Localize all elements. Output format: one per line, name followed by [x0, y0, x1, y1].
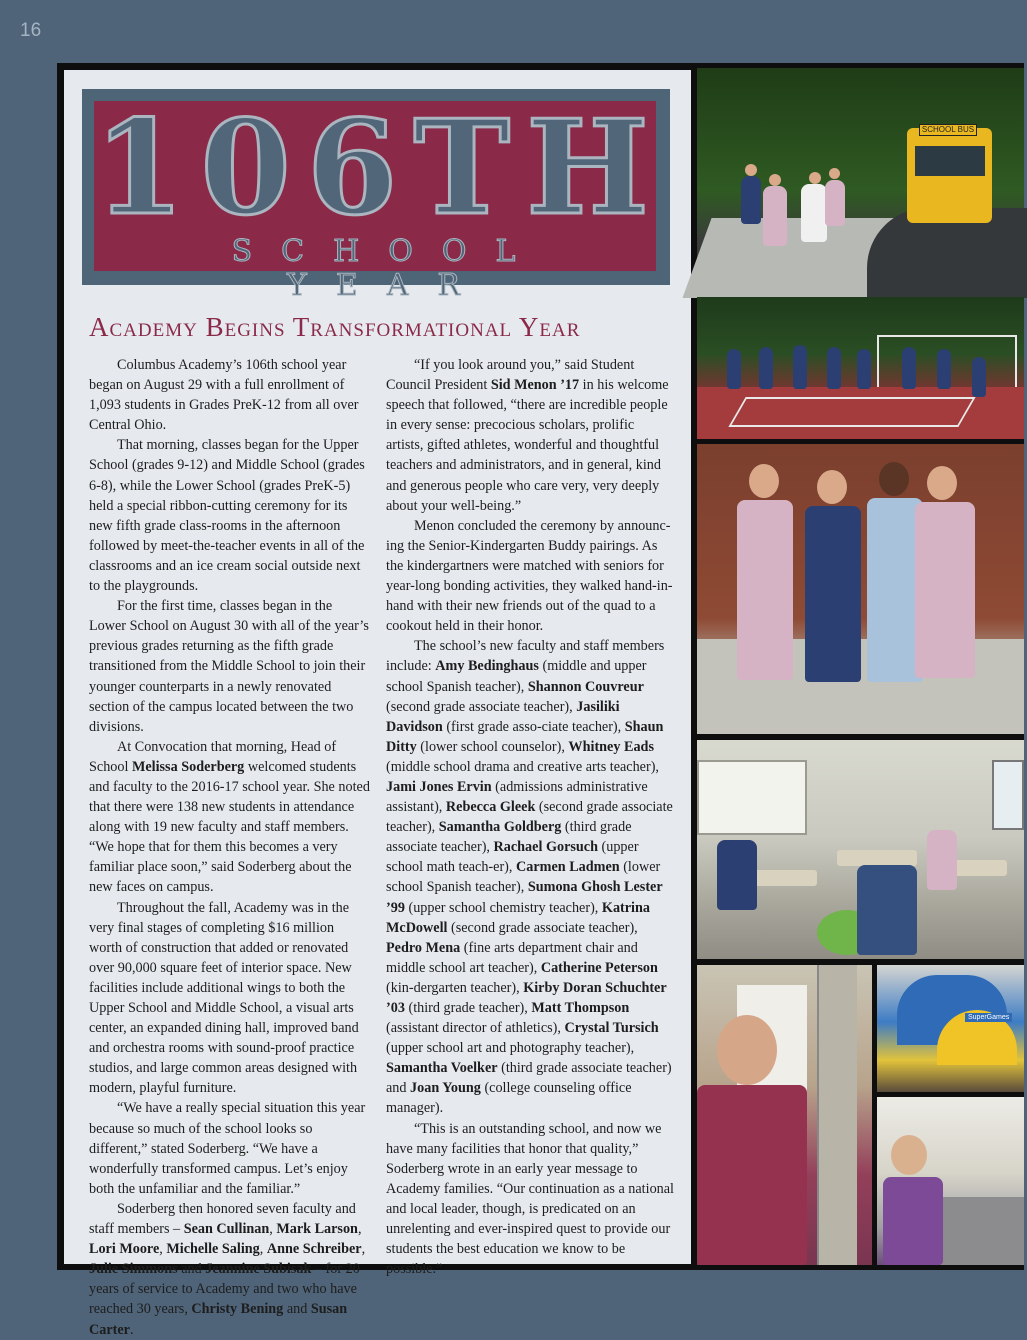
paragraph	[386, 355, 675, 516]
student	[879, 462, 909, 496]
staff-role: (third grade associate teacher) and	[386, 1060, 672, 1097]
person-name: Jeannine Subisak	[205, 1261, 312, 1278]
photo-classroom	[697, 740, 1024, 959]
student	[915, 502, 975, 678]
staff-role: (middle and upper school Spanish teacher),	[386, 658, 647, 695]
paragraph: Throughout the fall, Academy was in the very final stages of completing $16 million worth of construction that added or renovated over 90,000 square feet of interior space. New facilities include additional wings to both the Upper School and Middle School, a visual arts center, an expanded dining hall, improved band and orchestra rooms with sound-proof practice studios, and large common areas designed with modern, playful furniture.	[89, 899, 359, 1097]
staff-role: (upper school art and photography teacher),	[386, 1040, 635, 1057]
staff-role: (middle school drama and creative arts teacher),	[386, 758, 659, 775]
student	[763, 186, 787, 246]
article-headline: Academy Begins Transformational Year	[89, 312, 581, 342]
staff-name: Matt Thompson	[531, 1000, 630, 1016]
staff-role: (third grade teacher),	[404, 1000, 532, 1016]
paragraph: Soderberg then honored seven faculty and staff members – Sean Cullinan, Mark Larson, Lori Moore, Michelle Saling, Anne Schreiber, Julie Simmons and Jeannine Subisak – for 20 years of service to Academy and two who have reached 30 years, Christy Bening and Susan Carter.	[89, 1200, 366, 1338]
field-markings	[728, 397, 975, 427]
student	[717, 840, 757, 910]
school-bus-sign: SCHOOL BUS	[919, 124, 977, 136]
desk	[747, 870, 817, 886]
paragraph: For the first time, classes began in the Lower School on August 30 with all of the year’s previous grades returning as the fifth grade transitioned from the Middle School to join their younger counterparts in a newly renovated section of the campus located between the two divisions.	[89, 598, 369, 735]
text: in his welcome speech that followed, “there are incredible people in every sense: precocious scholars, prolific artists, gifted athletes, wonderful and thoughtful teachers and administrators, and in general, kind and generous people who care very, very deeply about your well-being.”	[386, 377, 669, 514]
staff-name: Carmen Ladmen	[516, 859, 620, 876]
person-name: Michelle Saling	[166, 1241, 260, 1258]
person-name: Melissa Soderberg	[131, 758, 245, 775]
staff-role: (lower school counselor),	[416, 738, 569, 755]
staff-role: (lower school Spanish teacher),	[386, 859, 661, 896]
staff-role: (kin-dergarten teacher),	[386, 979, 524, 996]
staff-name: Pedro Mena	[386, 939, 461, 956]
student	[937, 349, 951, 389]
staff-name: Jasiliki Davidson	[386, 698, 620, 735]
staff-name: Rachael Gorsuch	[493, 839, 598, 856]
staff-name: Sumona Ghosh Lester ’99	[386, 879, 663, 916]
teacher	[883, 1177, 943, 1265]
staff-role: (upper school chemistry teacher),	[404, 899, 602, 916]
photo-athletic-field	[697, 297, 1024, 439]
text: “If you look around you,” said Student Council President	[386, 357, 635, 394]
whiteboard	[697, 760, 807, 835]
student	[745, 164, 757, 176]
staff-name: Joan Young	[410, 1080, 481, 1097]
staff-name: Catherine Peterson	[540, 959, 658, 976]
staff-role: (first grade asso-ciate teacher),	[442, 718, 625, 735]
staff-name: Shaun Ditty	[386, 718, 664, 755]
student	[972, 357, 986, 397]
staff-paragraph	[386, 636, 675, 1118]
photo-inflatable-game	[877, 965, 1024, 1092]
person-name: Sid Menon ’17	[490, 377, 580, 394]
banner-subtitle: SCHOOL YEAR	[231, 234, 545, 303]
student	[801, 184, 827, 242]
student	[827, 347, 841, 389]
staff-role: (assistant director of athletics),	[386, 1020, 565, 1037]
photo-students-school-bus	[697, 68, 1024, 291]
paragraph: Menon concluded the ceremony by announc-ing the Senior-Kindergarten Buddy pairings. As the kindergartners were matched with seniors for year-long bonding activities, they walked hand-in-hand with their new friends out of the quad to a cookout held in their honor.	[386, 517, 673, 635]
person-name: Sean Cullinan	[183, 1221, 270, 1238]
staff-name: Jami Jones Ervin	[386, 778, 492, 795]
text: welcomed students and faculty to the 2016-17 school year. She noted that there were 138 new students in attendance along with 19 new faculty and staff members. “We hope that for them this becomes a very familiar place soon,” said Soderberg about the new faces on campus.	[89, 758, 370, 896]
desk	[837, 850, 917, 866]
locker	[817, 965, 857, 1265]
staff-name: Samantha Voelker	[386, 1060, 498, 1077]
banner-year-title: 106TH	[94, 91, 665, 244]
article-column-2	[386, 355, 675, 1279]
page-number: 16	[20, 20, 42, 41]
student	[805, 506, 861, 682]
text: At Convocation that morning, Head of School	[89, 738, 337, 775]
student	[769, 174, 781, 186]
article-column-1	[89, 355, 370, 1340]
person-name: Anne Schreiber	[266, 1241, 362, 1258]
staff-name: Shannon Couvreur	[527, 678, 644, 695]
student	[759, 347, 773, 389]
bus-windshield	[915, 146, 985, 176]
paragraph: Columbus Academy’s 106th school year began on August 29 with a full enrollment of 1,093 students in Grades PreK-12 from all over Central Ohio.	[89, 357, 359, 434]
staff-role: (fine arts department chair and middle school art teacher),	[386, 939, 638, 976]
text: Soderberg then honored seven faculty and staff members –	[89, 1200, 356, 1238]
student	[857, 865, 917, 955]
student	[749, 464, 779, 498]
person-name: Lori Moore	[89, 1241, 160, 1258]
classroom-window	[992, 760, 1024, 830]
student	[737, 500, 793, 680]
staff-role: (second grade associate teacher),	[386, 799, 673, 836]
staff-name: Kirby Doran Schuchter ’03	[386, 979, 667, 1016]
student	[829, 168, 840, 179]
staff-role: (college counseling office manager).	[386, 1080, 632, 1117]
staff-name: Whitney Eads	[568, 738, 654, 755]
student	[927, 830, 957, 890]
student	[927, 466, 957, 500]
photo-students-ice-cream	[697, 444, 1024, 734]
staff-role: (admissions administrative assistant),	[386, 778, 648, 816]
text: – for 20 years of service to Academy and two who have reached 30 years,	[89, 1261, 360, 1318]
student	[817, 470, 847, 504]
person-name: Christy Bening	[191, 1301, 284, 1318]
photo-hallway-teacher	[877, 1097, 1024, 1265]
staff-name: Rebecca Gleek	[445, 799, 536, 816]
person-name: Mark Larson	[276, 1221, 358, 1238]
student	[809, 172, 821, 184]
student	[902, 347, 916, 389]
student	[741, 176, 761, 224]
text: The school’s new faculty and staff members include:	[386, 638, 665, 675]
staff-role: (second grade associate teacher),	[386, 698, 577, 715]
staff-name: Katrina McDowell	[386, 899, 650, 936]
staff-role: (upper school math teach-er),	[386, 839, 639, 876]
student	[697, 1085, 807, 1265]
teacher	[891, 1135, 927, 1175]
photo-student-locker	[697, 965, 872, 1265]
student	[727, 349, 741, 389]
person-name: Julie Simmons	[89, 1261, 178, 1278]
paragraph	[89, 737, 370, 898]
staff-name: Crystal Tursich	[564, 1020, 659, 1037]
student	[825, 180, 845, 226]
slide-label: SuperGames	[965, 1013, 1012, 1022]
staff-role: (second grade associate teacher),	[447, 919, 638, 936]
paragraph: That morning, classes began for the Upper School (grades 9-12) and Middle School (grades 6-8), while the Lower School (grades PreK-5) held a special ribbon-cutting ceremony for its new fifth grade class-rooms in the afternoon followed by meet-the-teacher events in all of the classrooms and an ice cream social outside next to the playgrounds.	[89, 437, 365, 595]
person-name: Susan Carter	[89, 1301, 348, 1338]
title-banner-inner	[94, 91, 665, 303]
staff-name: Samantha Goldberg	[438, 819, 562, 836]
staff-name: Amy Bedinghaus	[435, 658, 539, 675]
paragraph: “This is an outstanding school, and now we have many facilities that honor that quality,” Soderberg wrote in an early year message to Academy families. “Our continuation as a national and local leader, though, is predicated on an unrelenting and ever-inspired quest to provide our students the best education we know to be possible.”	[386, 1120, 674, 1278]
student	[793, 345, 807, 389]
paragraph: “We have a really special situation this year because so much of the school looks so different,” stated Soderberg. “We have a wonderfully transformed campus. Let’s enjoy both the unfamiliar and the familiar.”	[89, 1100, 366, 1197]
student	[857, 349, 871, 389]
staff-role: (third grade associate teacher),	[386, 819, 632, 856]
student	[717, 1015, 777, 1085]
